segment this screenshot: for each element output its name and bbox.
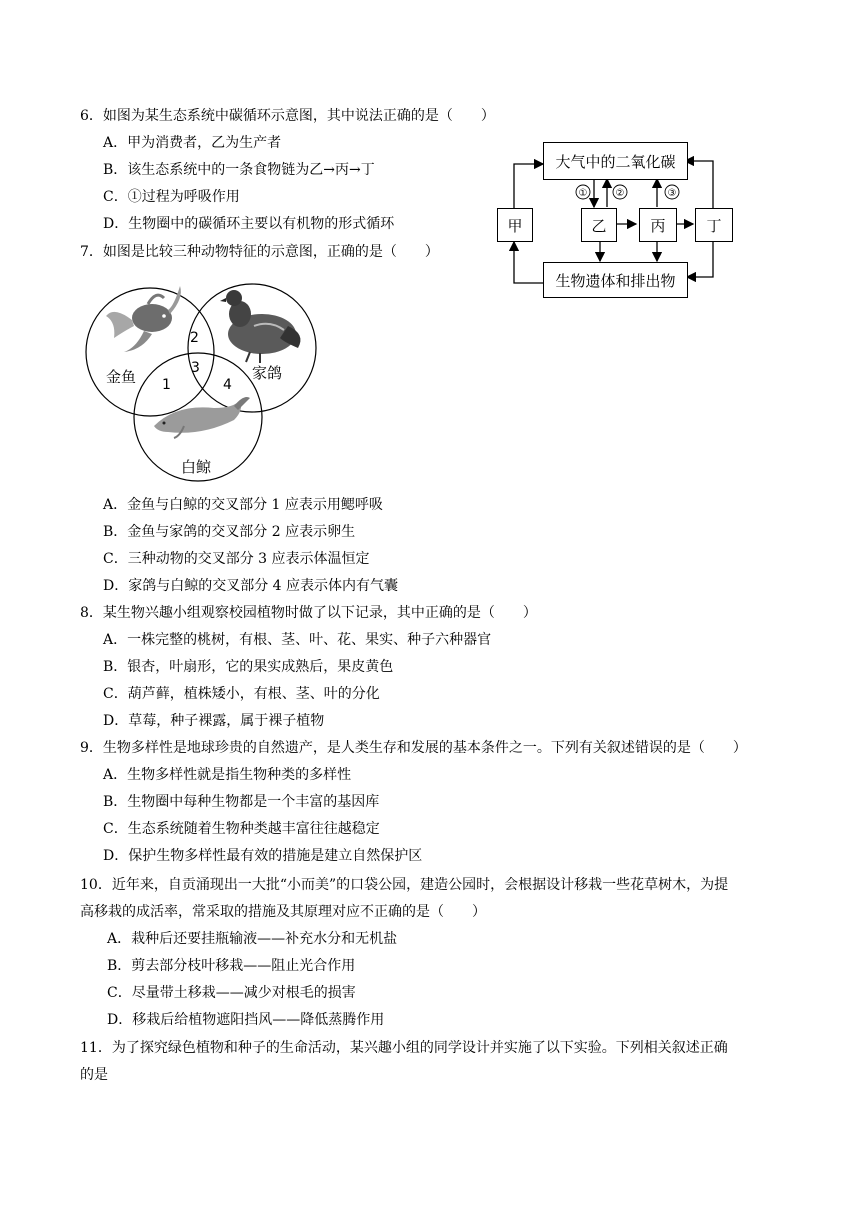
box-ding: 丁 — [695, 208, 733, 242]
box-bing: 丙 — [639, 208, 677, 242]
q6-option-c: C．①过程为呼吸作用 — [103, 189, 240, 205]
q6-option-b: B．该生态系统中的一条食物链为乙→丙→丁 — [103, 162, 375, 178]
q8-option-c: C．葫芦藓，植株矮小，有根、茎、叶的分化 — [103, 686, 380, 702]
q9-option-c: C．生态系统随着生物种类越丰富往往越稳定 — [103, 821, 380, 837]
process-1-label: ① — [578, 188, 588, 199]
question-9-stem: 9．生物多样性是地球珍贵的自然遗产，是人类生存和发展的基本条件之一。下列有关叙述错误的是（ ） — [80, 740, 747, 756]
q10-option-c: C．尽量带土移栽——减少对根毛的损害 — [107, 985, 356, 1001]
question-10-stem: 10．近年来，自贡涌现出一大批“小而美”的口袋公园，建造公园时，会根据设计移栽一些花草树木，为提 — [80, 877, 729, 893]
question-10-stem-continued: 高移栽的成活率，常采取的措施及其原理对应不正确的是（ ） — [80, 904, 486, 920]
q8-option-b: B．银杏，叶扇形，它的果实成熟后，果皮黄色 — [103, 659, 394, 675]
q10-option-d: D．移栽后给植物遮阳挡风——降低蒸腾作用 — [107, 1012, 385, 1028]
venn-region-2: 2 — [190, 330, 199, 346]
q9-option-d: D．保护生物多样性最有效的措施是建立自然保护区 — [103, 848, 423, 864]
q7-option-b: B．金鱼与家鸽的交叉部分 2 应表示卵生 — [103, 524, 356, 540]
q10-option-a: A．栽种后还要挂瓶输液——补充水分和无机盐 — [107, 931, 398, 947]
pigeon-icon — [220, 290, 300, 363]
q7-option-c: C．三种动物的交叉部分 3 应表示体温恒定 — [103, 551, 370, 567]
q6-option-a: A．甲为消费者，乙为生产者 — [103, 135, 282, 151]
venn-region-3: 3 — [191, 360, 200, 376]
pigeon-label: 家鸽 — [252, 364, 283, 382]
q7-option-a: A．金鱼与白鲸的交叉部分 1 应表示用鳃呼吸 — [103, 497, 383, 513]
beluga-label: 白鲸 — [181, 458, 212, 476]
box-jia: 甲 — [497, 208, 533, 242]
question-8-stem: 8．某生物兴趣小组观察校园植物时做了以下记录，其中正确的是（ ） — [80, 605, 537, 621]
question-7-stem: 7．如图是比较三种动物特征的示意图，正确的是（ ） — [80, 244, 439, 260]
process-3-label: ③ — [667, 188, 677, 199]
venn-region-1: 1 — [162, 377, 171, 393]
q8-option-a: A．一株完整的桃树，有根、茎、叶、花、果实、种子六种器官 — [103, 632, 492, 648]
q9-option-b: B．生物圈中每种生物都是一个丰富的基因库 — [103, 794, 380, 810]
venn-diagram — [84, 276, 324, 486]
atmosphere-co2-box: 大气中的二氧化碳 — [543, 142, 688, 180]
process-2-label: ② — [615, 188, 625, 199]
q6-option-d: D．生物圈中的碳循环主要以有机物的形式循环 — [103, 216, 395, 232]
question-11-stem-continued: 的是 — [80, 1067, 108, 1083]
q8-option-d: D．草莓，种子裸露，属于裸子植物 — [103, 713, 325, 729]
box-yi: 乙 — [581, 208, 617, 242]
q10-option-b: B．剪去部分枝叶移栽——阻止光合作用 — [107, 958, 356, 974]
beluga-icon — [154, 397, 250, 438]
venn-region-4: 4 — [223, 377, 232, 393]
question-6-stem: 6．如图为某生态系统中碳循环示意图，其中说法正确的是（ ） — [80, 108, 495, 124]
carbon-cycle-diagram — [490, 135, 740, 310]
q9-option-a: A．生物多样性就是指生物种类的多样性 — [103, 767, 352, 783]
question-11-stem: 11．为了探究绿色植物和种子的生命活动，某兴趣小组的同学设计并实施了以下实验。下列相关叙述正确 — [80, 1040, 728, 1056]
goldfish-label: 金鱼 — [106, 368, 137, 386]
goldfish-icon — [106, 286, 181, 352]
q7-option-d: D．家鸽与白鲸的交叉部分 4 应表示体内有气囊 — [103, 578, 399, 594]
remains-box: 生物遗体和排出物 — [543, 262, 688, 298]
